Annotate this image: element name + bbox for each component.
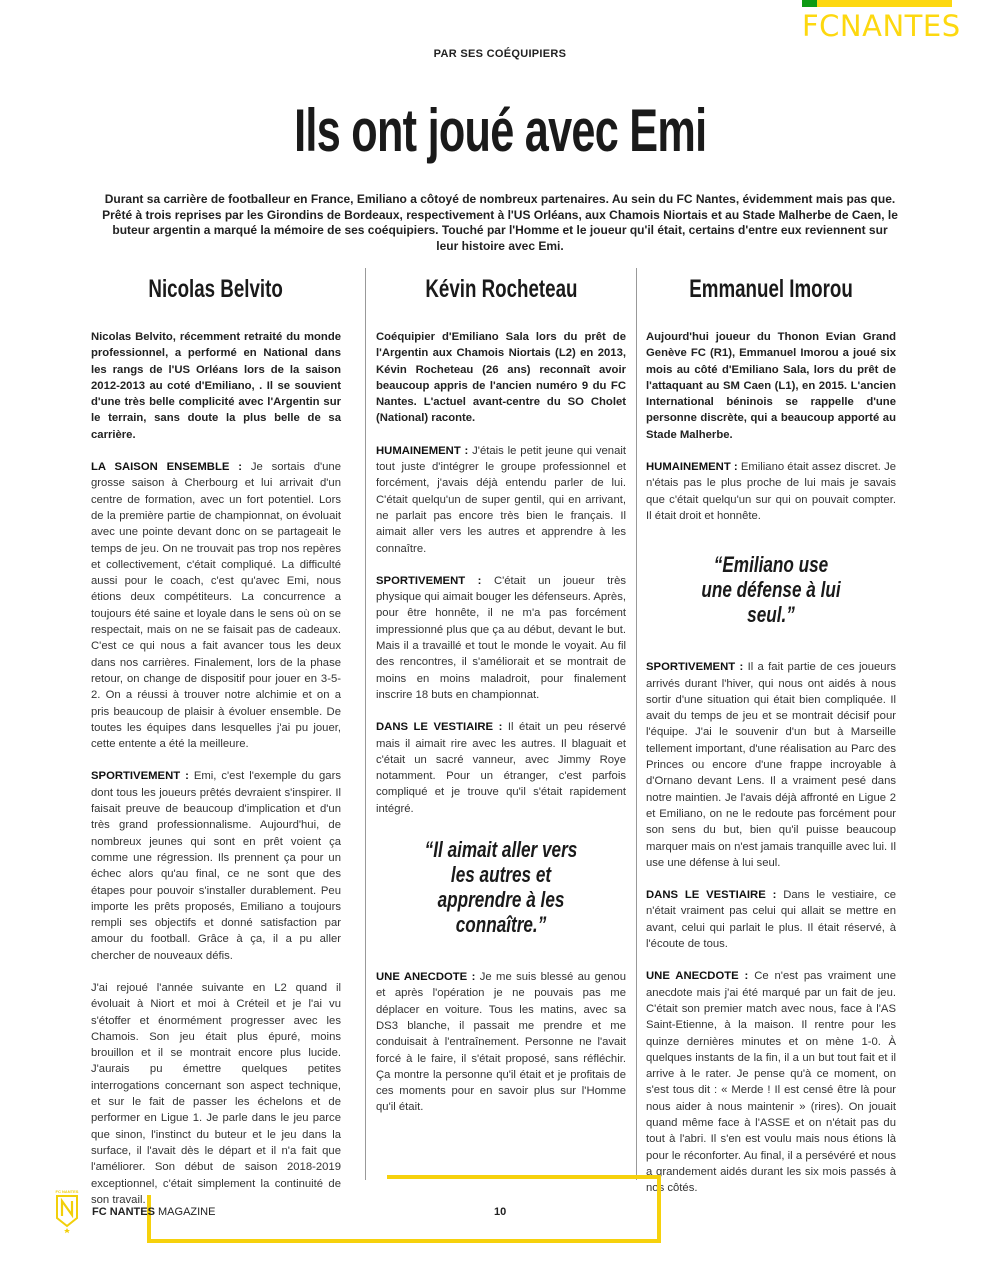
body-paragraph	[376, 969, 626, 1116]
footer-brand	[92, 1206, 215, 1218]
paragraph-label: UNE ANECDOTE :	[376, 971, 476, 984]
paragraph-label: UNE ANECDOTE :	[646, 970, 749, 983]
paragraph-text: J'étais le petit jeune qui venait tout juste d'intégrer le groupe professionnel et forcément, j'avais déjà entendu parler de lui. C'était quelqu'un de super gentil, qui en arrivant, ne parlait pas encore très bien le français. Il aimait aller vers les autres et apprendre à les connaître.	[376, 444, 626, 555]
frame-bottom-line	[147, 1239, 661, 1243]
paragraph-text: Dans le vestiaire, ce n'était vraiment pas celui qui allait se mettre en avant, celui qui parlait le plus. Il était réservé, à l'écoute de tous.	[646, 889, 896, 951]
paragraph-label: SPORTIVEMENT :	[91, 770, 189, 783]
body-paragraph	[91, 768, 341, 964]
column-heading	[376, 275, 626, 309]
paragraph-label: SPORTIVEMENT :	[376, 574, 482, 587]
paragraph-text: Je sortais d'une grosse saison à Cherbourg et lui arrivait d'un centre de formation, avec un fort potentiel. Lors de la première partie de championnat, on évoluait avec une pointe devant donc on se partageait le temps de jeu. On ne trouvait pas trop nos repères et collectivement, c'était compliqué. La difficulté aussi pour le coach, c'est qu'avec Emi, nous étions deux compétiteurs. La concurrence a toujours été saine et loyale dans le sens où on se respectait, mais on ne se faisait pas de cadeaux. C'est ce qui nous a fait avancer tous les deux dans nos carrières. Finalement, lors de la phase retour, on change de dispositif pour jouer en 3-5-2. On a réussi à trouver notre alchimie et on a pris beaucoup de plaisir à évoluer ensemble. De toutes les équipes dans lesquelles j'ai pu jouer, cette entente a été la meilleure.	[91, 461, 341, 751]
paragraph-text: J'ai rejoué l'année suivante en L2 quand il évoluait à Niort et moi à Créteil et je l'ai vu s'étoffer et énormément progresser avec les Chamois. Son jeu était plus épuré, moins brouillon et il se montrait encore plus lucide. J'aurais pu émettre quelques petites interrogations concernant son aspect technique, et sur le fait de passer les échelons et de performer en Ligue 1. Je parle dans le jeu parce que sinon, l'instinct du buteur et le jeu dans la surface, il l'avait dès le départ et il n'a fait que l'améliorer. Son début de saison 2018-2019 exceptionnel, c'était simplement la continuité de son travail.	[91, 981, 341, 1206]
pull-quote	[376, 837, 626, 937]
paragraph-label: LA SAISON ENSEMBLE :	[91, 461, 242, 474]
pull-quote-text: “Emiliano use une défense à lui seul.”	[701, 552, 841, 628]
paragraph-text: Emi, c'est l'exemple du gars dont tous les joueurs prêtés devraient s'inspirer. Il faisait preuve de beaucoup d'implication et d'un très grand professionnalisme. Aujourd'hui, de nombreux jeunes qui sont en prêt voient ça comme une régression. Ils prennent ça pour un échec alors qu'au final, ce ne sont que des étapes pour pouvoir s'installer durablement. Peu importe les prêts proposés, Emiliano a toujours rempli ses objectifs et donné satisfaction par amour du football. Grâce à ça, il a pu aller chercher de nouveaux défis.	[91, 770, 342, 962]
body-paragraph	[376, 443, 626, 557]
page-title: Ils ont joué avec Emi	[293, 97, 707, 164]
column-imorou	[646, 275, 896, 1212]
page-title-wrap	[0, 96, 1000, 165]
svg-text:FC NANTES: FC NANTES	[55, 1189, 79, 1194]
column-heading	[91, 275, 341, 309]
frame-top-line	[387, 1175, 660, 1179]
paragraph-label: DANS LE VESTIAIRE :	[376, 721, 503, 734]
body-paragraph	[376, 573, 626, 703]
footer-brand-bold: FC NANTES	[92, 1206, 155, 1218]
body-paragraph	[91, 459, 341, 752]
paragraph-label: SPORTIVEMENT :	[646, 661, 744, 674]
paragraph-label: HUMAINEMENT :	[376, 444, 469, 457]
lead-paragraph: Nicolas Belvito, récemment retraité du monde professionnel, a performé en National dans les rangs de l'US Orléans lors de la saison 2012-2013 au coté d'Emiliano, . Il se souvient d'une très belle complicité avec l'Argentin sur le terrain, sans doute la plus belle de sa carrière.	[91, 331, 341, 441]
body-paragraph	[376, 719, 626, 817]
lead-paragraph: Coéquipier d'Emiliano Sala lors du prêt de l'Argentin aux Chamois Niortais (L2) en 2013, Kévin Rocheteau (26 ans) reconnaît avoir beaucoup appris de l'ancien numéro 9 du FC Nantes. L'actuel avant-centre du SO Cholet (National) raconte.	[376, 331, 626, 425]
column-divider	[365, 268, 366, 1180]
lead-paragraph: Aujourd'hui joueur du Thonon Evian Grand Genève FC (R1), Emmanuel Imorou a joué six mois au côté d'Emiliano Sala, lors du prêt de l'attaquant au SM Caen (L1), en 2015. L'ancien International béninois se rappelle d'une personne discrète, qui a beaucoup apporté au Stade Malherbe.	[646, 331, 896, 441]
brand-color-bar	[802, 0, 952, 7]
body-paragraph	[646, 459, 896, 524]
paragraph-text: Il a fait partie de ces joueurs arrivés durant l'hiver, qui nous ont aidés à nous sortir d'une situation qui était bien compliquée. Il avait du temps de jeu et se montrait décisif pour l'équipe. J'ai le souvenir d'un but à Marseille tellement important, d'une réalisation au Parc des Princes ou encore d'une frappe incroyable à d'Ornano devant Lens. Il a vraiment pesé dans notre maintien. Je l'avais déjà affronté en Ligue 2 et Emiliano, on ne le redoute pas forcément pour son sens du but, bien qu'il puisse beaucoup marquer mais on n'est jamais tranquille avec lui. Il use une défense à lui seul.	[646, 661, 897, 869]
column-belvito	[91, 275, 341, 1224]
footer-brand-rest: MAGAZINE	[154, 1206, 216, 1218]
page-number: 10	[494, 1206, 507, 1218]
section-kicker: PAR SES COÉQUIPIERS	[433, 48, 567, 60]
paragraph-text: C'était un joueur très physique qui aimait bouger les défenseurs. Après, pour être honnête, il ne m'a pas forcément impressionné plus que ça au début, devant le but. Mais il a travaillé et tout le monde le voyait. Au fil des rencontres, il s'améliorait et se montrait de moins en moins maladroit, pour finalement inscrire 18 buts en championnat.	[376, 574, 626, 701]
player-name: Emmanuel Imorou	[689, 275, 853, 303]
intro-paragraph: Durant sa carrière de footballeur en France, Emiliano a côtoyé de nombreux partenaires. Au sein du FC Nantes, évidemment mais pas que. Prêté à trois reprises par les Girondins de Bordeaux, respectivement à l'US Orléans, aux Chamois Niortais et au Stade Malherbe de Caen, le buteur argentin a marqué la mémoire de ses coéquipiers. Touché par l'Homme et le joueur qu'il était, certains d'entre eux reviennent sur leur histoire avec Emi.	[102, 192, 898, 253]
pull-quote-text: “Il aimait aller vers les autres et apprendre à les connaître.”	[424, 837, 578, 938]
column-rocheteau	[376, 275, 626, 1132]
frame-left-line	[147, 1195, 151, 1243]
column-divider	[636, 268, 637, 1180]
brand-name: FCNANTES	[802, 9, 961, 43]
paragraph-text: Ce n'est pas vraiment une anecdote mais j'ai été marqué par un fait de jeu. C'était son premier match avec nous, face à l'AS Saint-Etienne, à la maison. Il rentre pour les quinze dernières minutes et on mène 1-0. À quelques instants de la fin, il a un but tout fait et il arrive à le rater. Je pense qu'à ce moment, on s'est tous dit : « Merde ! Il est censé être là pour nous aider à nous maintenir » (rires). On jouait quand même face à l'ASSE et on n'était pas du tout à l'abri. Il s'en est voulu mais nous étions là pour le réconforter. Au final, il a persévéré et nous a grandement aidés durant les six mois passés à nos côtés.	[646, 970, 896, 1195]
paragraph-label: DANS LE VESTIAIRE :	[646, 889, 777, 902]
body-paragraph	[646, 968, 896, 1196]
player-name: Kévin Rocheteau	[424, 275, 578, 303]
column-heading	[646, 275, 896, 309]
paragraph-text: Je me suis blessé au genou et après l'opération je ne pouvais pas me déplacer en voiture. Tous les matins, avec sa DS3 blanche, il passait me prendre et me conduisait à l'entraînement. Personne ne l'avait forcé à le faire, il s'était proposé, sans réfléchir. Ça montre la personne qu'il était et je profitais de ces moments pour en savoir plus sur l'Homme qu'il était.	[376, 971, 626, 1114]
frame-right-line	[657, 1175, 661, 1243]
body-paragraph	[646, 659, 896, 871]
paragraph-text: Emiliano était assez discret. Je n'étais pas le plus proche de lui mais je savais que c'était quelqu'un sur qui on pouvait compter. Il était droit et honnête.	[646, 461, 896, 522]
body-paragraph	[646, 887, 896, 952]
pull-quote	[646, 552, 896, 627]
brand-bar-green	[802, 0, 817, 7]
body-paragraph	[91, 980, 341, 1208]
paragraph-label: HUMAINEMENT :	[646, 461, 738, 474]
player-name: Nicolas Belvito	[148, 275, 284, 303]
fc-nantes-logo-icon	[55, 1188, 79, 1234]
paragraph-text: Il était un peu réservé mais il aimait rire avec les autres. Il blaguait et c'était un sacré vanneur, avec Jimmy Roye notamment. Pour un étranger, c'est parfois compliqué et je trouve qu'il s'était rapidement intégré.	[376, 721, 626, 815]
